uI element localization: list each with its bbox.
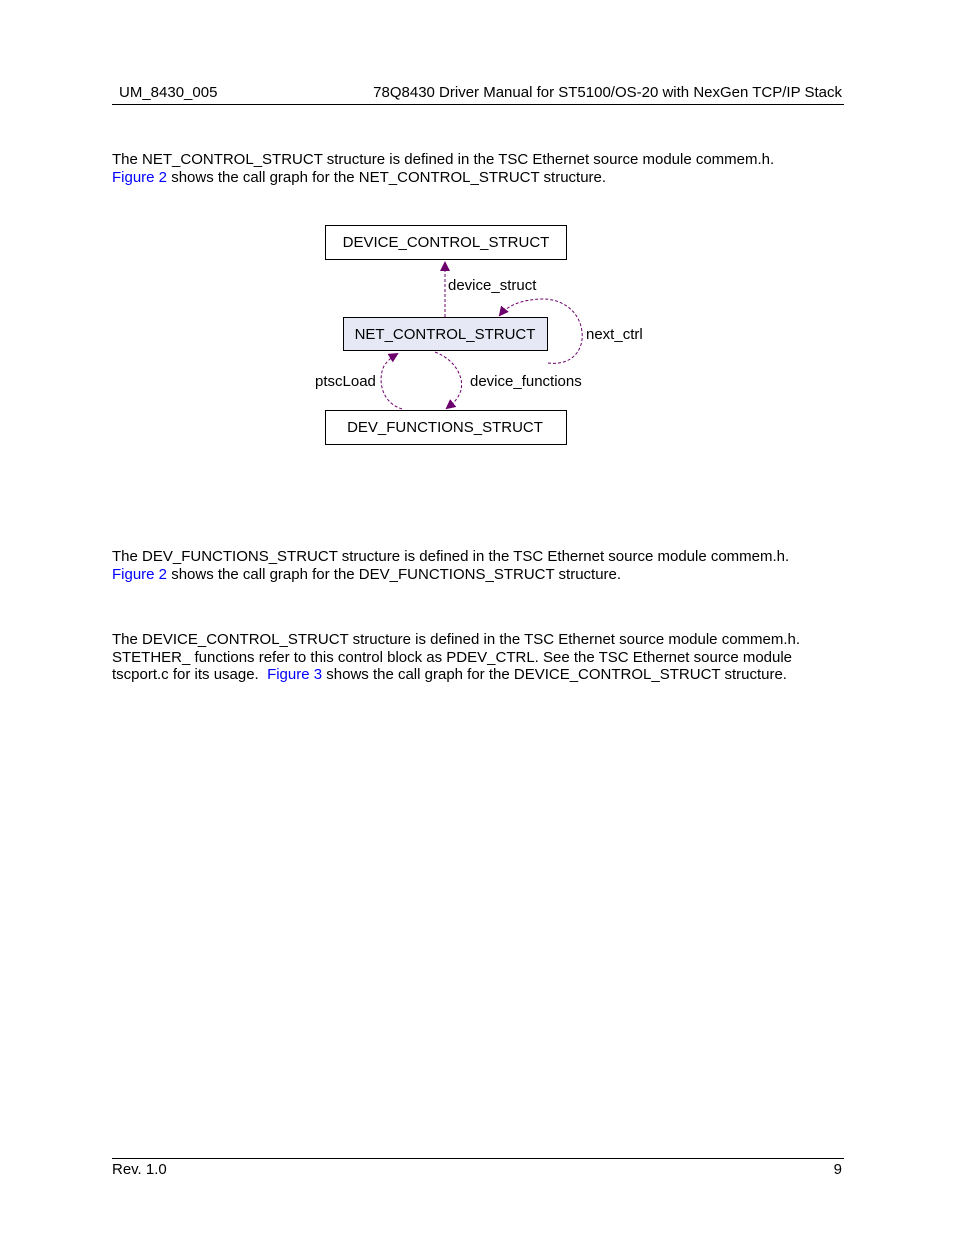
node-device-control-struct[interactable] [326,226,567,260]
footer-page-number: 9 [833,1161,842,1178]
edge-label: next_ctrl [586,326,643,343]
footer-revision: Rev. 1.0 [112,1161,167,1178]
node-net-control-struct[interactable] [344,318,548,351]
edge-device-struct [445,263,537,317]
edge-label: device_struct [448,277,537,294]
edge-device-functions [435,352,582,408]
header-doc-id: UM_8430_005 [119,84,218,101]
paragraph-dev-functions [112,548,847,583]
edge-ptscload [315,354,402,409]
edge-line [435,352,462,408]
paragraph-line: The DEVICE_CONTROL_STRUCT structure is defined in the TSC Ethernet source module commem.h. [112,631,801,648]
paragraph-line: shows the call graph for the DEVICE_CONTROL_STRUCT structure. [322,666,787,683]
paragraph-line: STETHER_ functions refer to this control block as PDEV_CTRL. See the TSC Ethernet source module [112,648,793,666]
paragraph-line: The DEV_FUNCTIONS_STRUCT structure is defined in the TSC Ethernet source module commem.h. [112,548,790,565]
figure-3-link[interactable]: Figure 3 [267,666,323,683]
edge-label: device_functions [470,373,582,390]
figure-2-link[interactable]: Figure 2 [112,168,168,186]
edge-label: ptscLoad [315,373,376,390]
call-graph-diagram [0,0,954,460]
node-label: NET_CONTROL_STRUCT [354,326,536,343]
node-label: DEVICE_CONTROL_STRUCT [342,234,550,251]
paragraph-line: shows the call graph for the DEV_FUNCTIONS_STRUCT structure. [167,565,622,583]
node-dev-functions-struct[interactable] [326,411,567,445]
paragraph-device-control [112,631,847,684]
header-title: 78Q8430 Driver Manual for ST5100/OS-20 with NexGen TCP/IP Stack [373,84,842,101]
node-label: DEV_FUNCTIONS_STRUCT [347,419,543,436]
paragraph-line: tscport.c for its usage. [112,666,268,683]
footer-rule [112,1158,844,1159]
paragraph-line: The NET_CONTROL_STRUCT structure is defined in the TSC Ethernet source module commem.h. [112,151,775,168]
figure-2-link[interactable]: Figure 2 [112,565,168,583]
paragraph-line: shows the call graph for the NET_CONTROL_STRUCT structure. [167,168,607,186]
edge-line [381,354,402,409]
